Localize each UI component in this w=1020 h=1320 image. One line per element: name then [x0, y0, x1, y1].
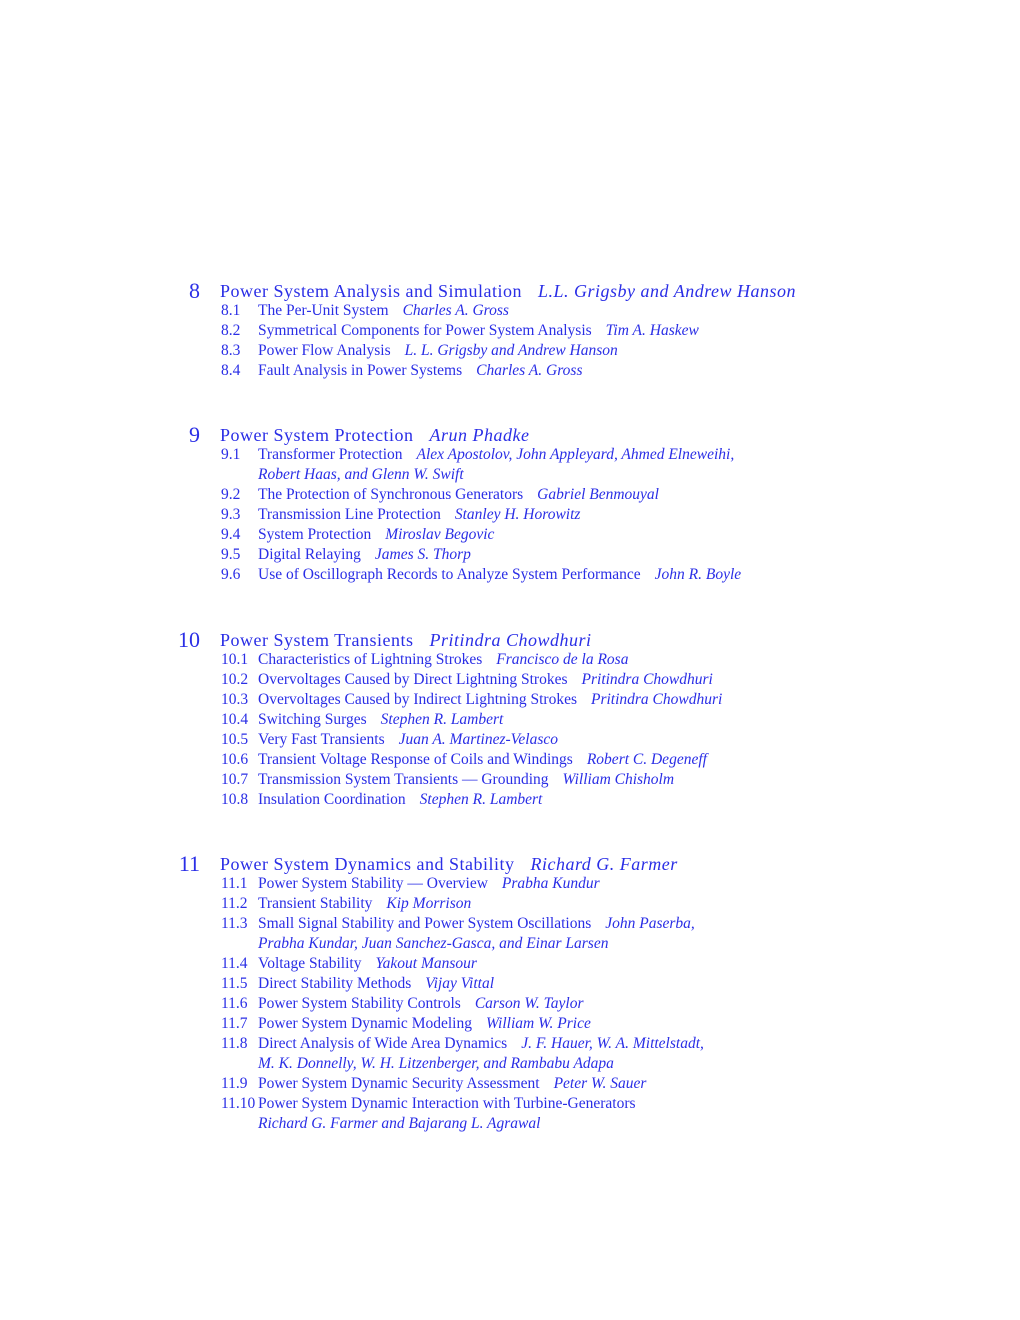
section-number: 10.3 — [221, 691, 249, 708]
section-author-continued: Prabha Kundar, Juan Sanchez-Gasca, and Einar Larsen — [258, 935, 609, 952]
section-list — [0, 874, 1020, 1134]
toc-entry[interactable] — [0, 730, 1020, 750]
section-line — [258, 670, 713, 690]
section-number: 11.6 — [221, 995, 248, 1012]
section-title: Power System Dynamic Interaction with Turbine-Generators — [258, 1095, 636, 1112]
section-title: Switching Surges — [258, 711, 367, 728]
section-author: Stephen R. Lambert — [419, 791, 543, 808]
section-author: John Paserba, — [605, 915, 695, 932]
section-author: John R. Boyle — [654, 566, 742, 583]
section-title: The Per-Unit System — [258, 302, 389, 319]
chapter-title — [220, 630, 592, 651]
toc-entry[interactable] — [0, 1034, 1020, 1074]
toc-entry[interactable] — [0, 974, 1020, 994]
section-line — [258, 1034, 704, 1054]
section-title: Voltage Stability — [258, 955, 362, 972]
toc-entry[interactable] — [0, 790, 1020, 810]
section-author: Stephen R. Lambert — [380, 711, 504, 728]
chapter-title — [220, 854, 678, 875]
section-author: Prabha Kundur — [501, 875, 600, 892]
section-title: Direct Stability Methods — [258, 975, 412, 992]
toc-entry[interactable] — [0, 505, 1020, 525]
section-author: Gabriel Benmouyal — [537, 486, 659, 503]
chapter-title-text: Power System Transients — [220, 630, 414, 650]
section-line — [258, 894, 471, 914]
section-line — [258, 954, 477, 974]
section-number: 11.5 — [221, 975, 248, 992]
section-number: 9.6 — [221, 566, 241, 583]
section-title: System Protection — [258, 526, 372, 543]
section-title: Power System Dynamic Security Assessment — [258, 1075, 540, 1092]
toc-entry[interactable] — [0, 1074, 1020, 1094]
chapter-title — [220, 425, 529, 446]
toc-entry[interactable] — [0, 361, 1020, 381]
toc-entry[interactable] — [0, 914, 1020, 954]
section-title: Small Signal Stability and Power System Oscillations — [258, 915, 592, 932]
chapter-author: Arun Phadke — [429, 425, 530, 445]
section-author: Peter W. Sauer — [553, 1075, 647, 1092]
toc-entry[interactable] — [0, 321, 1020, 341]
section-line — [258, 710, 503, 730]
section-author: Stanley H. Horowitz — [454, 506, 581, 523]
chapter-title — [220, 281, 796, 302]
section-title: Power Flow Analysis — [258, 342, 391, 359]
section-number: 10.6 — [221, 751, 249, 768]
toc-entry[interactable] — [0, 954, 1020, 974]
section-number: 8.3 — [221, 342, 241, 359]
section-number: 8.1 — [221, 302, 241, 319]
section-author: Carson W. Taylor — [474, 995, 584, 1012]
section-author: Charles A. Gross — [402, 302, 509, 319]
section-line — [258, 914, 695, 934]
chapter-number: 9 — [189, 422, 200, 447]
section-title: Fault Analysis in Power Systems — [258, 362, 463, 379]
section-number: 11.10 — [221, 1095, 256, 1112]
section-title: Transmission Line Protection — [258, 506, 441, 523]
section-number: 10.1 — [221, 651, 249, 668]
toc-entry[interactable] — [0, 341, 1020, 361]
section-list — [0, 301, 1020, 381]
section-author: Robert C. Degeneff — [586, 751, 707, 768]
section-author: Kip Morrison — [386, 895, 472, 912]
section-number: 9.5 — [221, 546, 241, 563]
toc-entry[interactable] — [0, 710, 1020, 730]
toc-entry[interactable] — [0, 485, 1020, 505]
chapter-number: 8 — [189, 278, 200, 303]
chapter-title-text: Power System Analysis and Simulation — [220, 281, 523, 301]
section-number: 9.4 — [221, 526, 241, 543]
section-number: 11.7 — [221, 1015, 248, 1032]
section-line — [258, 525, 494, 545]
section-author-continued: Richard G. Farmer and Bajarang L. Agrawal — [258, 1115, 541, 1132]
section-line — [258, 485, 659, 505]
section-author: James S. Thorp — [374, 546, 471, 563]
section-list — [0, 445, 1020, 585]
section-title: Digital Relaying — [258, 546, 361, 563]
section-author: William Chisholm — [562, 771, 675, 788]
section-author: Pritindra Chowdhuri — [590, 691, 723, 708]
section-number: 10.8 — [221, 791, 249, 808]
section-number: 8.4 — [221, 362, 241, 379]
section-title: Transient Stability — [258, 895, 373, 912]
section-number: 11.3 — [221, 915, 248, 932]
section-line — [258, 730, 558, 750]
section-line — [258, 874, 600, 894]
section-number: 9.2 — [221, 486, 241, 503]
section-number: 10.4 — [221, 711, 249, 728]
section-author-continued: M. K. Donnelly, W. H. Litzenberger, and Rambabu Adapa — [258, 1055, 614, 1072]
chapter-number: 10 — [178, 627, 200, 652]
section-title: Power System Dynamic Modeling — [258, 1015, 472, 1032]
section-number: 11.9 — [221, 1075, 248, 1092]
section-number: 10.2 — [221, 671, 249, 688]
section-author: Tim A. Haskew — [605, 322, 699, 339]
toc-entry[interactable] — [0, 770, 1020, 790]
section-number: 9.3 — [221, 506, 241, 523]
section-title: Power System Stability Controls — [258, 995, 461, 1012]
chapter-title-text: Power System Dynamics and Stability — [220, 854, 515, 874]
section-author: Pritindra Chowdhuri — [581, 671, 713, 688]
chapter-author: Richard G. Farmer — [530, 854, 678, 874]
section-line — [258, 301, 509, 321]
toc-entry[interactable] — [0, 1014, 1020, 1034]
toc-entry[interactable] — [0, 565, 1020, 585]
section-number: 9.1 — [221, 446, 241, 463]
section-number: 10.5 — [221, 731, 249, 748]
section-title: Direct Analysis of Wide Area Dynamics — [258, 1035, 508, 1052]
section-line — [258, 565, 741, 585]
section-number: 10.7 — [221, 771, 249, 788]
toc-entry[interactable] — [0, 525, 1020, 545]
section-author: Alex Apostolov, John Appleyard, Ahmed Elneweihi, — [416, 446, 735, 463]
section-title: Insulation Coordination — [258, 791, 406, 808]
section-title: Transmission System Transients — Grounding — [258, 771, 549, 788]
section-line — [258, 545, 471, 565]
section-title: Overvoltages Caused by Indirect Lightning Strokes — [258, 691, 577, 708]
section-line — [258, 321, 699, 341]
toc-entry[interactable] — [0, 545, 1020, 565]
section-author-continued: Robert Haas, and Glenn W. Swift — [258, 466, 464, 483]
section-line — [258, 650, 628, 670]
section-line — [258, 770, 674, 790]
chapter-author: Pritindra Chowdhuri — [429, 630, 592, 650]
section-title: Transformer Protection — [258, 446, 403, 463]
section-title: Use of Oscillograph Records to Analyze System Performance — [258, 566, 641, 583]
section-author: L. L. Grigsby and Andrew Hanson — [404, 342, 618, 359]
section-title: Power System Stability — Overview — [258, 875, 488, 892]
section-author: Juan A. Martinez-Velasco — [398, 731, 559, 748]
section-number: 11.1 — [221, 875, 248, 892]
section-author: Charles A. Gross — [476, 362, 583, 379]
toc-entry[interactable] — [0, 650, 1020, 670]
section-author: Vijay Vittal — [425, 975, 494, 992]
chapter-title-text: Power System Protection — [220, 425, 414, 445]
section-title: The Protection of Synchronous Generators — [258, 486, 524, 503]
section-number: 11.8 — [221, 1035, 248, 1052]
section-line — [258, 1014, 591, 1034]
section-title: Characteristics of Lightning Strokes — [258, 651, 483, 668]
section-number: 11.4 — [221, 955, 248, 972]
section-line — [258, 690, 722, 710]
section-line — [258, 1074, 646, 1094]
toc-entry[interactable] — [0, 894, 1020, 914]
toc-entry[interactable] — [0, 301, 1020, 321]
section-line — [258, 974, 494, 994]
section-author: Miroslav Begovic — [385, 526, 495, 543]
section-line — [258, 505, 580, 525]
toc-entry[interactable] — [0, 445, 1020, 485]
toc-entry[interactable] — [0, 994, 1020, 1014]
toc-entry[interactable] — [0, 690, 1020, 710]
section-line — [258, 750, 707, 770]
section-number: 8.2 — [221, 322, 241, 339]
toc-entry[interactable] — [0, 1094, 1020, 1134]
section-author: Francisco de la Rosa — [496, 651, 629, 668]
section-author: William W. Price — [485, 1015, 591, 1032]
section-number: 11.2 — [221, 895, 248, 912]
section-line — [258, 790, 542, 810]
section-line — [258, 1094, 636, 1114]
section-title: Transient Voltage Response of Coils and Windings — [258, 751, 573, 768]
section-title: Very Fast Transients — [258, 731, 385, 748]
chapter-author: L.L. Grigsby and Andrew Hanson — [538, 281, 797, 301]
section-line — [258, 341, 618, 361]
section-author: J. F. Hauer, W. A. Mittelstadt, — [521, 1035, 704, 1052]
section-title: Symmetrical Components for Power System Analysis — [258, 322, 592, 339]
section-line — [258, 361, 582, 381]
chapter-number: 11 — [178, 851, 200, 876]
section-title: Overvoltages Caused by Direct Lightning Strokes — [258, 671, 568, 688]
toc-entry[interactable] — [0, 874, 1020, 894]
toc-entry[interactable] — [0, 670, 1020, 690]
section-line — [258, 445, 734, 465]
section-author: Yakout Mansour — [375, 955, 477, 972]
section-line — [258, 994, 584, 1014]
toc-entry[interactable] — [0, 750, 1020, 770]
section-list — [0, 650, 1020, 810]
